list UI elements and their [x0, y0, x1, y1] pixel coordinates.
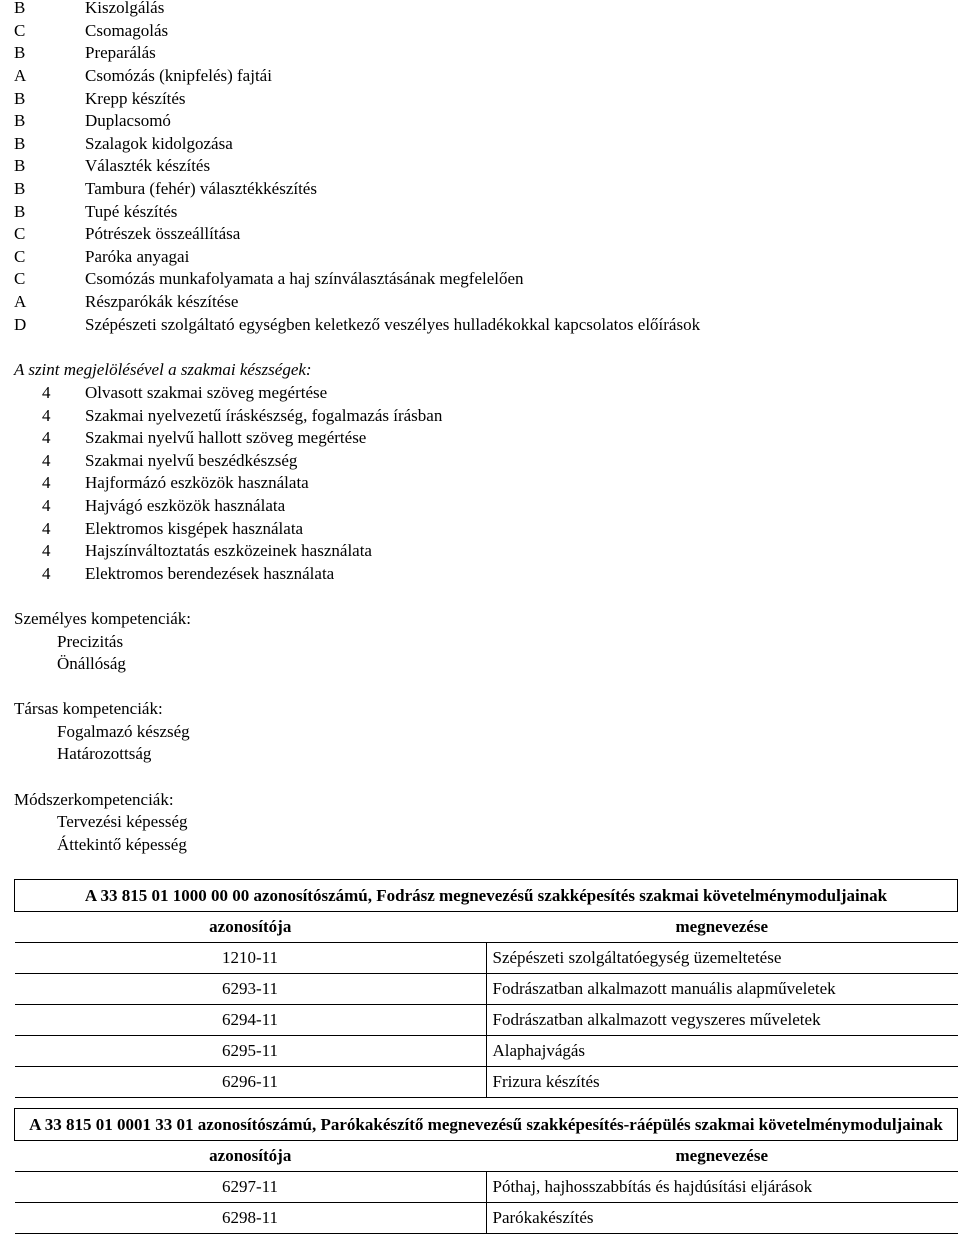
level-text: Tupé készítés [85, 202, 178, 221]
level-text: Csomagolás [85, 21, 169, 40]
module-name: Parókakészítés [486, 1203, 958, 1234]
module-name: Alaphajvágás [486, 1036, 958, 1067]
module-id: 6293-11 [15, 974, 487, 1005]
module-name: Szépészeti szolgáltatóegység üzemeltetése [486, 943, 958, 974]
skill-text: Olvasott szakmai szöveg megértése [85, 383, 328, 402]
level-letter: B [14, 43, 26, 62]
level-letter: C [14, 224, 26, 243]
skill-item [14, 517, 303, 540]
competency-item: Fogalmazó készség [57, 722, 190, 741]
skill-level: 4 [42, 496, 51, 515]
column-header-name: megnevezése [675, 917, 768, 936]
column-header-name: megnevezése [675, 1146, 768, 1165]
module-id: 6295-11 [15, 1036, 487, 1067]
level-text: Tambura (fehér) választékkészítés [85, 179, 317, 198]
table-row [15, 1172, 958, 1203]
skill-item [14, 539, 372, 562]
skill-text: Szakmai nyelvű hallott szöveg megértése [85, 428, 367, 447]
level-text: Duplacsomó [85, 111, 171, 130]
level-text: Preparálás [85, 43, 156, 62]
level-letter: B [14, 0, 26, 17]
level-text: Pótrészek összeállítása [85, 224, 241, 243]
level-text: Csomózás munkafolyamata a haj színválasztásának megfelelően [85, 269, 524, 288]
skill-text: Hajformázó eszközök használata [85, 473, 309, 492]
level-list-item [14, 87, 186, 110]
skill-text: Hajszínváltoztatás eszközeinek használata [85, 541, 372, 560]
module-id: 6297-11 [15, 1172, 487, 1203]
skill-text: Hajvágó eszközök használata [85, 496, 286, 515]
skill-item [14, 426, 366, 449]
module-table-wigmaker [14, 1108, 958, 1234]
level-list-item [14, 0, 164, 19]
level-letter: A [14, 66, 27, 85]
skill-level: 4 [42, 383, 51, 402]
module-name: Fodrászatban alkalmazott manuális alapműveletek [486, 974, 958, 1005]
level-text: Választék készítés [85, 156, 211, 175]
level-letter: C [14, 247, 26, 266]
skill-level: 4 [42, 519, 51, 538]
module-name: Frizura készítés [486, 1067, 958, 1098]
level-list-item [14, 132, 233, 155]
module-table-hairdresser [14, 879, 958, 1098]
level-text: Kiszolgálás [85, 0, 165, 17]
level-letter: C [14, 269, 26, 288]
skill-item [14, 562, 334, 585]
level-letter: B [14, 202, 26, 221]
skills-heading: A szint megjelölésével a szakmai készségek: [14, 360, 312, 379]
level-list-item [14, 177, 317, 200]
table-header-row [15, 1141, 958, 1172]
column-header-id: azonosítója [209, 917, 292, 936]
level-text: Paróka anyagai [85, 247, 190, 266]
level-list-item [14, 154, 210, 177]
level-list-item [14, 109, 171, 132]
level-list-item [14, 41, 156, 64]
level-list-item [14, 245, 189, 268]
module-name: Fodrászatban alkalmazott vegyszeres műveletek [486, 1005, 958, 1036]
competency-item: Határozottság [57, 744, 152, 763]
skill-level: 4 [42, 473, 51, 492]
level-letter: B [14, 111, 26, 130]
skill-item [14, 381, 327, 404]
skill-item [14, 404, 442, 427]
skill-item [14, 449, 297, 472]
level-text: Szépészeti szolgáltató egységben keletkező veszélyes hulladékokkal kapcsolatos előírások [85, 315, 701, 334]
module-id: 6294-11 [15, 1005, 487, 1036]
level-letter: B [14, 134, 26, 153]
skill-level: 4 [42, 451, 51, 470]
level-letter: D [14, 315, 27, 334]
skill-text: Elektromos kisgépek használata [85, 519, 304, 538]
skill-level: 4 [42, 564, 51, 583]
level-text: Szalagok kidolgozása [85, 134, 233, 153]
level-text: Krepp készítés [85, 89, 186, 108]
table-row [15, 1036, 958, 1067]
level-list-item [14, 267, 524, 290]
level-list-item [14, 222, 240, 245]
module-id: 6298-11 [15, 1203, 487, 1234]
level-letter: B [14, 156, 26, 175]
level-text: Részparókák készítése [85, 292, 239, 311]
competency-item: Áttekintő képesség [57, 835, 187, 854]
method-competencies-heading: Módszerkompetenciák: [14, 790, 174, 809]
skill-item [14, 471, 309, 494]
table-row [15, 974, 958, 1005]
table-title: A 33 815 01 0001 33 01 azonosítószámú, Parókakészítő megnevezésű szakképesítés-ráépülés szakmai követelménymoduljainak [15, 1109, 958, 1141]
column-header-id: azonosítója [209, 1146, 292, 1165]
level-list-item [14, 64, 272, 87]
level-list-item [14, 19, 168, 42]
skill-level: 4 [42, 428, 51, 447]
skill-item [14, 494, 285, 517]
level-list-item [14, 290, 238, 313]
module-id: 1210-11 [15, 943, 487, 974]
module-id: 6296-11 [15, 1067, 487, 1098]
table-row [15, 943, 958, 974]
competency-item: Tervezési képesség [57, 812, 188, 831]
skill-text: Szakmai nyelvezetű íráskészség, fogalmazás írásban [85, 406, 443, 425]
skill-text: Elektromos berendezések használata [85, 564, 335, 583]
table-row [15, 1067, 958, 1098]
table-title: A 33 815 01 1000 00 00 azonosítószámú, Fodrász megnevezésű szakképesítés szakmai követelménymoduljainak [15, 880, 958, 912]
table-header-row [15, 912, 958, 943]
level-letter: A [14, 292, 27, 311]
skill-text: Szakmai nyelvű beszédkészség [85, 451, 298, 470]
level-letter: C [14, 21, 26, 40]
module-name: Póthaj, hajhosszabbítás és hajdúsítási eljárások [486, 1172, 958, 1203]
skill-level: 4 [42, 406, 51, 425]
level-list-item [14, 313, 700, 336]
social-competencies-heading: Társas kompetenciák: [14, 699, 163, 718]
level-letter: B [14, 89, 26, 108]
skill-level: 4 [42, 541, 51, 560]
table-row [15, 1005, 958, 1036]
level-letter: B [14, 179, 26, 198]
level-text: Csomózás (knipfelés) fajtái [85, 66, 272, 85]
level-list-item [14, 200, 177, 223]
personal-competencies-heading: Személyes kompetenciák: [14, 609, 192, 628]
competency-item: Önállóság [57, 654, 126, 673]
table-row [15, 1203, 958, 1234]
competency-item: Precizitás [57, 632, 124, 651]
